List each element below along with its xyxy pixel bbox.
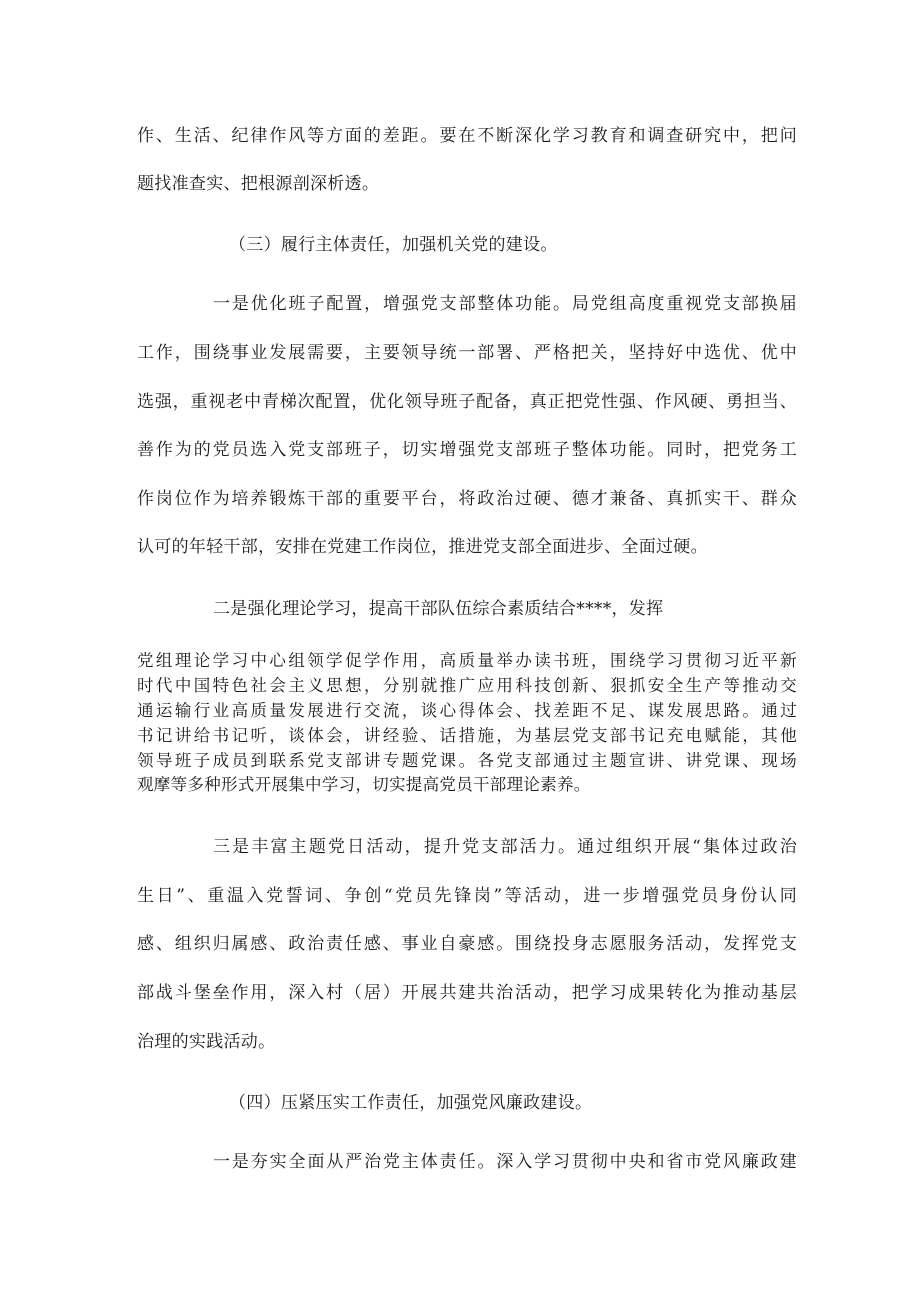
paragraph-line: 作岗位作为培养锻炼干部的重要平台，将政治过硬、德才兼备、真抓实干、群众: [137, 489, 797, 509]
paragraph-line: 选强，重视老中青梯次配置，优化领导班子配备，真正把党性强、作风硬、勇担当、: [137, 392, 797, 412]
paragraph-line: 生日”、重温入党誓词、争创“党员先锋岗”等活动，进一步增强党员身份认同: [137, 886, 797, 906]
paragraph-line: 作、生活、纪律作风等方面的差距。要在不断深化学习教育和调查研究中，把问: [137, 126, 797, 146]
paragraph-line: 一是优化班子配置，增强党支部整体功能。局党组高度重视党支部换届: [213, 294, 797, 314]
paragraph-line: 观摩等多种形式开展集中学习，切实提高党员干部理论素养。: [137, 775, 591, 794]
paragraph-line: 书记讲给书记听，谈体会，讲经验、话措施，为基层党支部书记充电赋能，其他: [137, 726, 797, 745]
paragraph-line: 一是夯实全面从严治党主体责任。深入学习贯彻中央和省市党风廉政建: [213, 1152, 797, 1172]
paragraph-line: 感、组织归属感、政治责任感、事业自豪感。围绕投身志愿服务活动，发挥党支: [137, 934, 797, 954]
paragraph-line: 通运输行业高质量发展进行交流，谈心得体会、找差距不足、谋发展思路。通过: [137, 701, 797, 720]
paragraph-line: 党组理论学习中心组领学促学作用，高质量举办读书班，围绕学习贯彻习近平新: [137, 651, 797, 670]
paragraph-line: 三是丰富主题党日活动，提升党支部活力。通过组织开展“集体过政治: [213, 837, 797, 857]
paragraph-line: 善作为的党员选入党支部班子，切实增强党支部班子整体功能。同时，把党务工: [137, 440, 797, 460]
paragraph-line: 治理的实践活动。: [137, 1032, 276, 1052]
paragraph-line: 题找准查实、把根源剖深析透。: [137, 174, 380, 194]
paragraph-lead: 二是强化理论学习，提高干部队伍综合素质结合****，发挥: [213, 599, 664, 619]
paragraph-line: 部战斗堡垒作用，深入村（居）开展共建共治活动，把学习成果转化为推动基层: [137, 983, 797, 1003]
paragraph-line: 领导班子成员到联系党支部讲专题党课。各党支部通过主题宣讲、讲党课、现场: [137, 751, 797, 770]
section-heading-3: （三）履行主体责任，加强机关党的建设。: [229, 235, 558, 255]
paragraph-line: 工作，围绕事业发展需要，主要领导统一部署、严格把关，坚持好中选优、优中: [137, 343, 797, 363]
section-heading-4: （四）压紧压实工作责任，加强党风廉政建设。: [229, 1093, 593, 1113]
paragraph-line: 时代中国特色社会主义思想，分别就推广应用科技创新、狠抓安全生产等推动交: [137, 676, 797, 695]
paragraph-line: 认可的年轻干部，安排在党建工作岗位，推进党支部全面进步、全面过硬。: [137, 537, 708, 557]
